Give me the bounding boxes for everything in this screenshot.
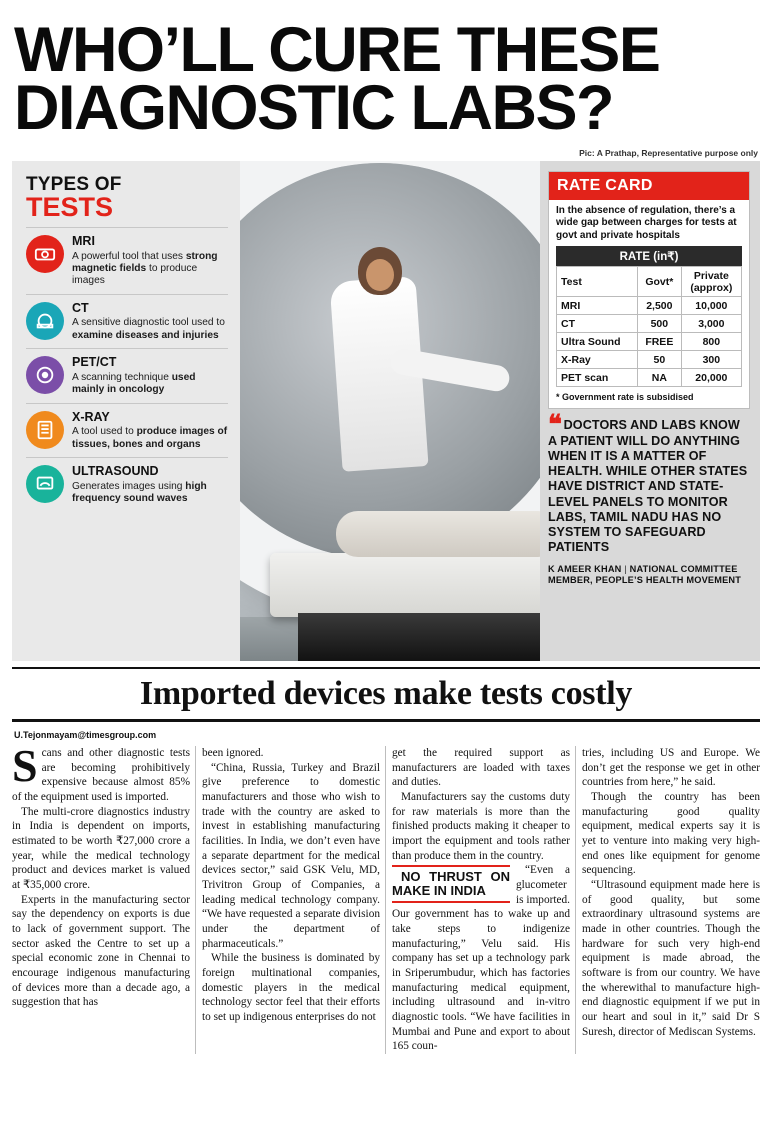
paragraph-text: cans and other diagnostic tests are becoming prohibitively expensive because almost 85% of the equipment used is imported. [12,746,190,803]
us-desc-bold: high frequency sound waves [72,480,207,505]
rate-card-title: RATE CARD [549,172,749,200]
pull-quote-author: K AMEER KHAN [548,563,622,574]
table-row [557,333,742,351]
rate-col-test: Test [557,267,638,297]
pull-quote-emphasis: DOCTORS AND LABS KNOW A PATIENT WILL DO ANYTHING WHEN IT IS A MATTER OF HEALTH. [548,418,740,479]
test-name-petct: PET/CT [72,355,117,370]
test-desc-xray [72,426,228,451]
test-name-ultrasound: ULTRASOUND [72,464,159,478]
rate-row-1-govt: 500 [637,315,681,333]
rate-row-4-private: 20,000 [681,369,741,387]
rate-row-3-govt: 50 [637,351,681,369]
pull-quote-role: NATIONAL COMMITTEE MEMBER, PEOPLE’S HEALTH MOVEMENT [548,563,742,585]
mri-photograph [240,161,540,661]
paragraph-text: “Even a glucometer is imported. Our government has to wake up and take steps to indigenize manufacturing,” Velu said. His company has set up a technology park in Sriperumbudur, which has factories manufacturing medical equipment, including ultrasound and in-vitro diagnostic tools. “We have facilities in Mumbai and Pune and export to about 165 coun- [392,864,570,1053]
article-column-2 [202,746,380,1054]
paragraph: Manufacturers say the customs duty for raw materials is more than the finished products making it cheaper to import the equipment and tools rather than produce them in the country. [392,790,570,862]
pull-quote-attribution [548,564,750,586]
article-headline: Imported devices make tests costly [139,674,633,712]
headline-line-1: WHO’LL CURE THESE [14,15,660,85]
photo-credit: Pic: A Prathap, Representative purpose only [579,147,758,158]
rate-row-1-private: 3,000 [681,315,741,333]
table-row [557,369,742,387]
rate-card [548,171,750,410]
test-desc-ct [72,317,228,342]
pull-quote [548,409,750,585]
mri-desc-bold: strong magnetic fields [72,250,218,274]
ultrasound-icon [26,465,64,503]
ct-scanner-icon [26,302,64,340]
article-column-4 [582,746,760,1054]
quote-mark-icon: ❝ [548,409,560,440]
rate-card-footnote: * Government rate is subsidised [556,392,694,403]
rate-row-1-test: CT [557,315,638,333]
table-row [557,315,742,333]
paragraph [392,863,570,1054]
paragraph: been ignored. [202,746,264,759]
rate-table [556,266,742,387]
petct-desc-part1: A scanning technique [72,371,172,383]
rate-row-2-govt: FREE [637,333,681,351]
test-name-ct: CT [72,300,89,315]
test-item-ultrasound [26,457,228,511]
rate-card-banner: RATE (in₹) [556,246,742,266]
test-desc-ultrasound [72,481,228,506]
rate-row-0-govt: 2,500 [637,297,681,315]
rate-row-0-private: 10,000 [681,297,741,315]
rate-row-0-test: MRI [557,297,638,315]
column-divider [385,746,386,1054]
test-item-xray [26,403,228,457]
column-divider [575,746,576,1054]
table-row [557,297,742,315]
rate-row-2-private: 800 [681,333,741,351]
paragraph: Experts in the manufacturing sector say the dependency on exports is due to lack of government support. The sector asked the Centre to set up a special economic zone in Chennai to encourage indigenous manufacturing of devices more than a decade ago, a suggestion that has [12,893,190,1009]
right-column [540,161,760,661]
test-desc-petct [72,372,228,397]
xray-desc-bold: produce images of tissues, bones and organs [72,426,228,450]
rate-col-private-line1: Private [693,269,729,282]
rate-table-header-row [557,267,742,297]
xray-desc-part1: A tool used to [72,426,137,438]
paragraph: get the required support as manufacturers are loaded with taxes and duties. [392,746,570,789]
article-columns [12,739,760,1054]
test-item-ct [26,294,228,348]
ct-desc-bold: examine diseases and injuries [72,329,219,341]
rate-col-private-line2: (approx) [690,281,733,294]
tests-title-line-2: TESTS [26,191,114,222]
pull-quote-rest: WHILE OTHER STATES HAVE DISTRICT AND STATE-LEVEL PANELS TO MONITOR LABS, TAMIL NADU HAS NO SYSTEM TO SAFEGUARD PATIENTS [548,464,748,555]
test-item-petct [26,348,228,402]
paragraph: The multi-crore diagnostics industry in India is dependent on imports, estimated to be worth ₹27,000 crore a year, while the medical technology product and devices market is valued at ₹35,000 crore. [12,805,190,891]
patient-bed-base [298,613,540,661]
ct-desc-part1: A sensitive diagnostic tool used to [72,317,225,329]
rate-row-4-test: PET scan [557,369,638,387]
rate-col-private [681,267,741,297]
rate-col-govt: Govt* [637,267,681,297]
test-item-mri [26,227,228,294]
table-row [557,351,742,369]
attribution-separator: | [624,563,627,574]
paragraph: “China, Russia, Turkey and Brazil give preference to domestic manufacturers and those who wish to trade with the country are asked to invest in establishing manufacturing facilities. In India, we don’t even have a separate department for the medical devices sector,” said GSK Velu, MD, Trivitron Group of Companies, a leading medical technology company. “We have requested a separate division under the department of pharmaceuticals.” [202,761,380,950]
doctor-face [366,259,394,291]
test-name-xray: X-RAY [72,409,110,424]
tests-title-line-1: TYPES OF [26,173,122,195]
column-divider [195,746,196,1054]
mri-scanner-icon [26,235,64,273]
patient-figure [336,511,540,557]
mri-desc-part1: A powerful tool that uses [72,250,186,262]
paragraph [12,739,190,805]
rate-row-4-govt: NA [637,369,681,387]
test-desc-mri [72,251,228,288]
paragraph: tries, including US and Europe. We don’t get the response we get in other countries from here,” he said. [582,746,760,789]
callout-no-thrust-on-make-in-india: NO THRUST ON MAKE IN INDIA [392,865,510,903]
paragraph: Though the country has been manufacturing good quality equipment, medical experts say it is yet to venture into making very high-end ones like equipment for genome sequencing. [582,790,760,877]
rate-row-3-private: 300 [681,351,741,369]
page-headline [12,0,760,144]
infographic-block [12,161,760,661]
xray-icon [26,411,64,449]
types-of-tests-panel [12,161,240,661]
paragraph: While the business is dominated by foreign multinational companies, domestic players in the medical technology sector feel that their efforts to set up indigenous enterprises do not [202,952,380,1023]
rate-row-2-test: Ultra Sound [557,333,638,351]
petct-desc-bold: used mainly in oncology [72,371,196,396]
patient-bed [270,553,540,617]
drop-cap: S [12,739,38,791]
article-column-3 [392,746,570,1054]
test-name-mri: MRI [72,233,95,248]
article-column-1 [12,739,190,1054]
pet-ct-icon [26,356,64,394]
rate-row-3-test: X-Ray [557,351,638,369]
headline-line-2: DIAGNOSTIC LABS? [14,72,613,143]
us-desc-part1: Generates images using [72,480,186,492]
mri-desc-part2: to produce images [72,263,198,287]
rate-card-intro: In the absence of regulation, there’s a wide gap between charges for tests at govt and private hospitals [556,204,737,241]
paragraph: “Ultrasound equipment made here is of good quality, but some extraordinary ultrasound systems are made in other countries. Though the hardware for such very high-end equipment is made abroad, the software is from our country. We have the wherewithal to manufacture high-end diagnostic equipment if we put in our heart and soul in it,” said Dr S Suresh, director of Mediscan Systems. [582,878,760,1038]
byline: U.Tejonmayam@timesgroup.com [14,729,157,740]
